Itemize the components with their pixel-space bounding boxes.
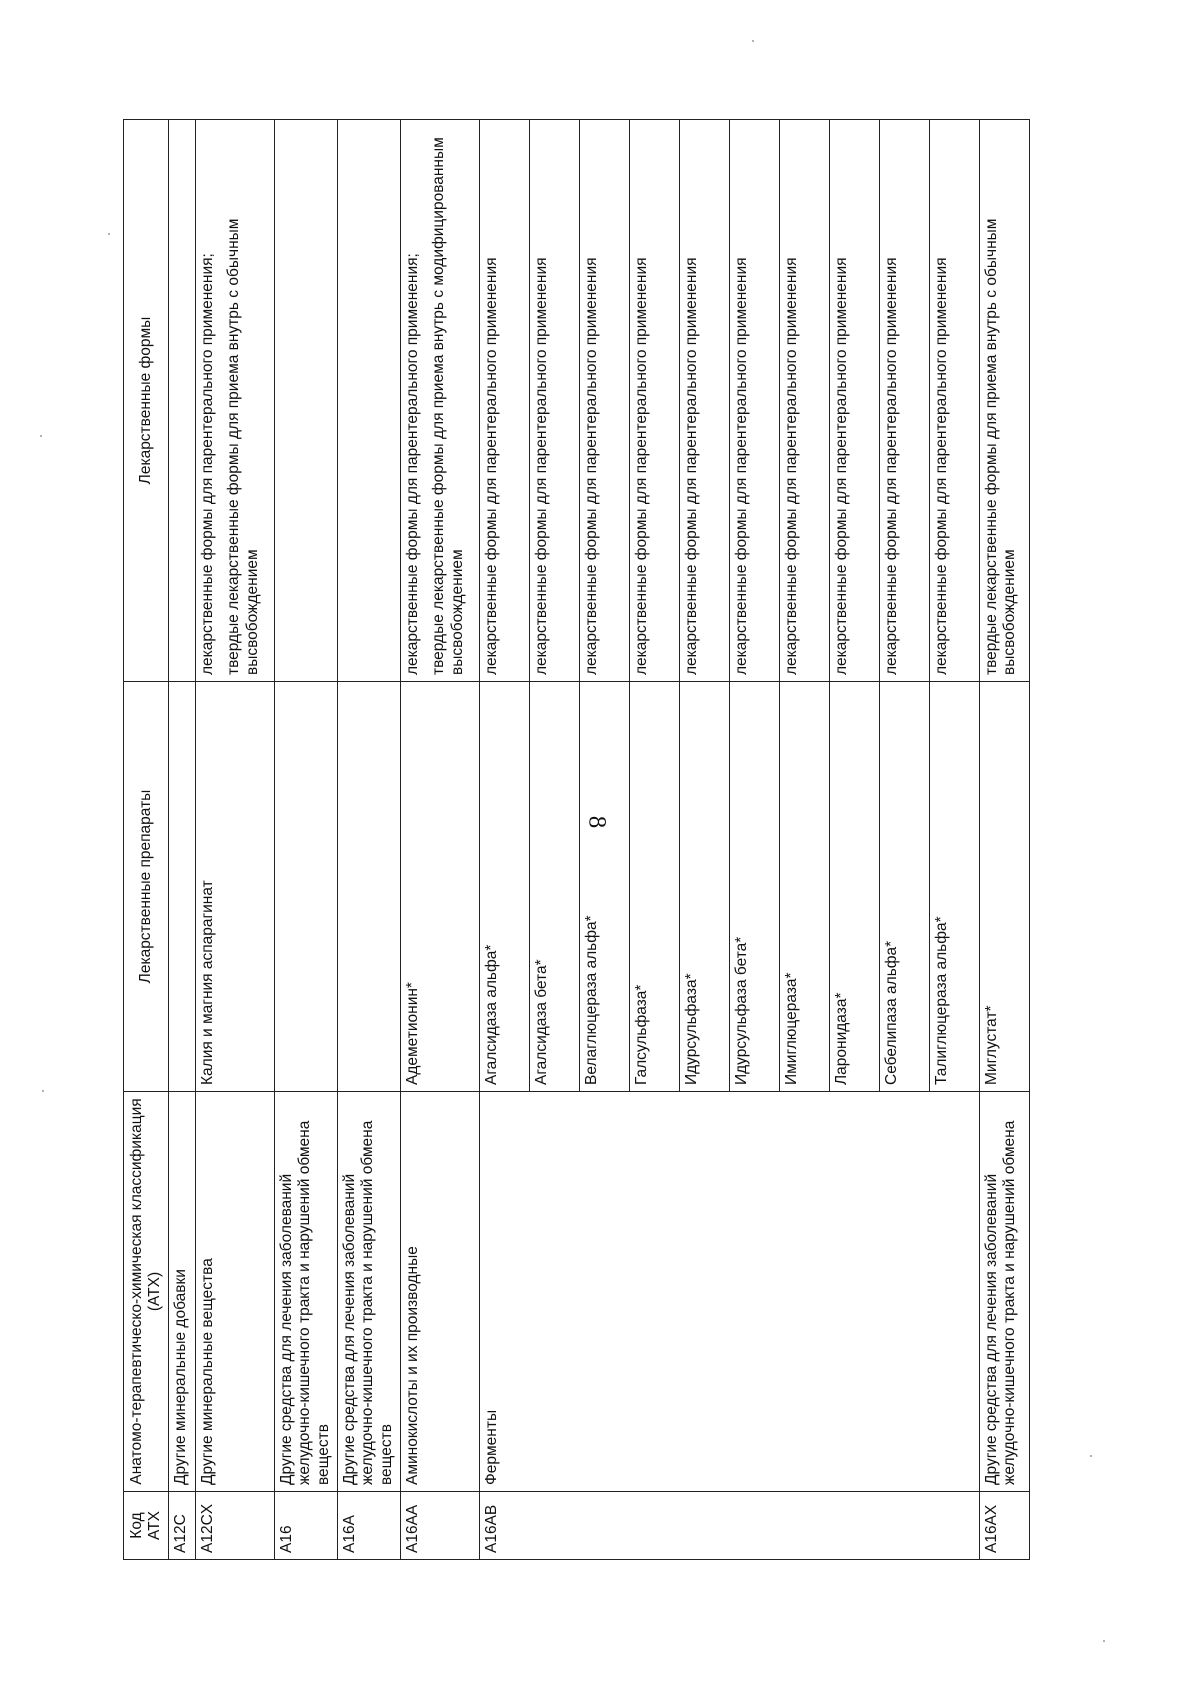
cell-drug: Миглустат* — [980, 682, 1030, 1092]
cell-forms: лекарственные формы для парентерального применения — [730, 120, 780, 682]
form-line: лекарственные формы для парентерального применения; — [404, 253, 421, 675]
cell-code: A16 — [275, 1492, 338, 1560]
cell-forms — [338, 120, 401, 682]
table-row — [196, 120, 275, 1560]
rotated-table-container — [123, 120, 1019, 1560]
cell-classification: Аминокислоты и их производные — [401, 1092, 480, 1492]
cell-drug: Себелипаза альфа* — [880, 682, 930, 1092]
scan-speck — [42, 1090, 44, 1092]
scan-speck — [40, 435, 42, 437]
scan-speck — [108, 233, 110, 235]
table-row — [401, 120, 480, 1560]
cell-forms: лекарственные формы для парентерального применения — [830, 120, 880, 682]
cell-drug: Велаглюцераза альфа* — [580, 682, 630, 1092]
form-line: лекарственные формы для парентерального применения; — [199, 253, 216, 675]
cell-forms: лекарственные формы для парентерального применения — [880, 120, 930, 682]
cell-forms — [169, 120, 196, 682]
cell-classification: Ферменты — [480, 1092, 980, 1492]
cell-forms: лекарственные формы для парентерального применения — [480, 120, 530, 682]
cell-drug — [338, 682, 401, 1092]
cell-forms: лекарственные формы для парентерального применения — [580, 120, 630, 682]
cell-drug: Галсульфаза* — [630, 682, 680, 1092]
cell-code: A12CX — [196, 1492, 275, 1560]
cell-forms: лекарственные формы для парентерального применения — [780, 120, 830, 682]
scan-speck — [1103, 1640, 1105, 1642]
form-line: твердые лекарственные формы для приема внутрь с обычным высвобождением — [225, 218, 261, 675]
scan-speck — [752, 40, 754, 42]
cell-classification: Другие минеральные вещества — [196, 1092, 275, 1492]
cell-drug: Имиглюцераза* — [780, 682, 830, 1092]
cell-drug: Талиглюцераза альфа* — [930, 682, 980, 1092]
cell-forms — [401, 120, 480, 682]
cell-code: A16AB — [480, 1492, 980, 1560]
header-forms: Лекарственные формы — [124, 120, 169, 682]
header-drugs: Лекарственные препараты — [124, 682, 169, 1092]
cell-classification: Другие средства для лечения заболеваний желудочно-кишечного тракта и нарушений обмена веществ — [275, 1092, 338, 1492]
table-header-row — [124, 120, 169, 1560]
cell-drug: Калия и магния аспарагинат — [196, 682, 275, 1092]
cell-drug: Ларонидаза* — [830, 682, 880, 1092]
cell-drug: Агалсидаза бета* — [530, 682, 580, 1092]
cell-forms: лекарственные формы для парентерального применения — [530, 120, 580, 682]
atc-table — [123, 119, 1030, 1560]
header-code: Код АТХ — [124, 1492, 169, 1560]
header-classification: Анатомо-терапевтическо-химическая классификация (АТХ) — [124, 1092, 169, 1492]
cell-drug: Идурсульфаза* — [680, 682, 730, 1092]
cell-code: A16A — [338, 1492, 401, 1560]
cell-drug: Идурсульфаза бета* — [730, 682, 780, 1092]
cell-forms: лекарственные формы для парентерального применения — [930, 120, 980, 682]
cell-forms — [196, 120, 275, 682]
cell-classification: Другие средства для лечения заболеваний желудочно-кишечного тракта и нарушений обмена — [980, 1092, 1030, 1492]
cell-classification: Другие средства для лечения заболеваний желудочно-кишечного тракта и нарушений обмена веществ — [338, 1092, 401, 1492]
page-number: 8 — [583, 815, 611, 829]
cell-forms: лекарственные формы для парентерального применения — [680, 120, 730, 682]
table-row — [275, 120, 338, 1560]
cell-drug — [275, 682, 338, 1092]
cell-classification: Другие минеральные добавки — [169, 1092, 196, 1492]
table-row — [169, 120, 196, 1560]
cell-forms — [275, 120, 338, 682]
cell-code: A16AA — [401, 1492, 480, 1560]
scan-speck — [1090, 1455, 1092, 1457]
cell-code: A12C — [169, 1492, 196, 1560]
cell-forms: лекарственные формы для парентерального применения — [630, 120, 680, 682]
cell-drug: Адеметионин* — [401, 682, 480, 1092]
cell-forms: твердые лекарственные формы для приема внутрь с обычным высвобождением — [980, 120, 1030, 682]
cell-code: A16AX — [980, 1492, 1030, 1560]
form-line: твердые лекарственные формы для приема внутрь с модифицированным высвобождением — [430, 137, 466, 675]
table-row — [480, 120, 530, 1560]
cell-drug: Агалсидаза альфа* — [480, 682, 530, 1092]
cell-drug — [169, 682, 196, 1092]
table-row — [338, 120, 401, 1560]
table-row — [980, 120, 1030, 1560]
